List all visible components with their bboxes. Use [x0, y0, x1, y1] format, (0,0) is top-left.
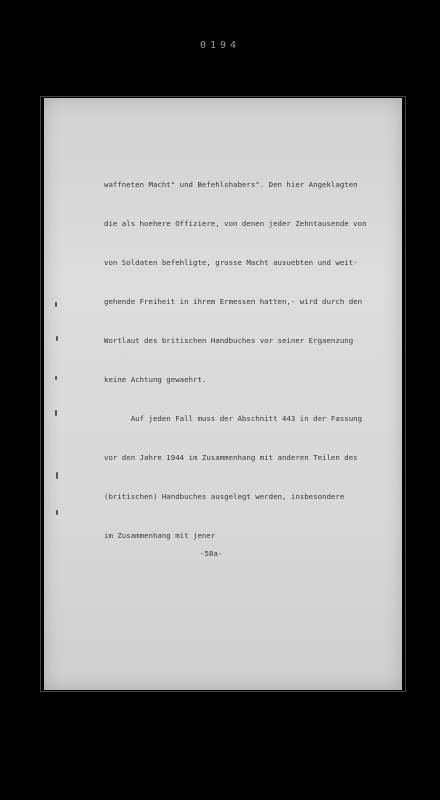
text-line: gehende Freiheit in ihrem Ermessen hatten,- wird durch den [104, 297, 363, 306]
margin-mark-3 [55, 376, 57, 380]
page-number: -58a- [200, 549, 223, 558]
margin-mark-4 [55, 410, 57, 416]
text-line: im Zusammenhang mit jener [104, 531, 216, 540]
text-line: Auf jeden Fall muss der Abschnitt 443 in der Fassung [104, 414, 363, 423]
margin-mark-6 [56, 510, 58, 515]
text-line: keine Achtung gewaehrt. [104, 375, 207, 384]
margin-mark-1 [55, 302, 57, 307]
margin-mark-2 [56, 336, 58, 341]
text-line: Wortlaut des britischen Handbuches vor seiner Ergaenzung [104, 336, 354, 345]
margin-mark-5 [56, 472, 58, 479]
text-line: die als hoehere Offiziere, von denen jeder Zehntausende von [104, 219, 367, 228]
frame-number: 0194 [199, 40, 241, 51]
text-line: von Soldaten befehligte, grosse Macht ausuebten und weit- [104, 258, 358, 267]
text-line: (britischen) Handbuches ausgelegt werden, insbesondere [104, 492, 345, 501]
document-body-text [104, 152, 400, 568]
text-line: vor den Jahre 1944 im Zusammenhang mit anderen Teilen des [104, 453, 358, 462]
text-line: waffneten Macht" und Befehlshabers". Den hier Angeklagten [104, 180, 358, 189]
